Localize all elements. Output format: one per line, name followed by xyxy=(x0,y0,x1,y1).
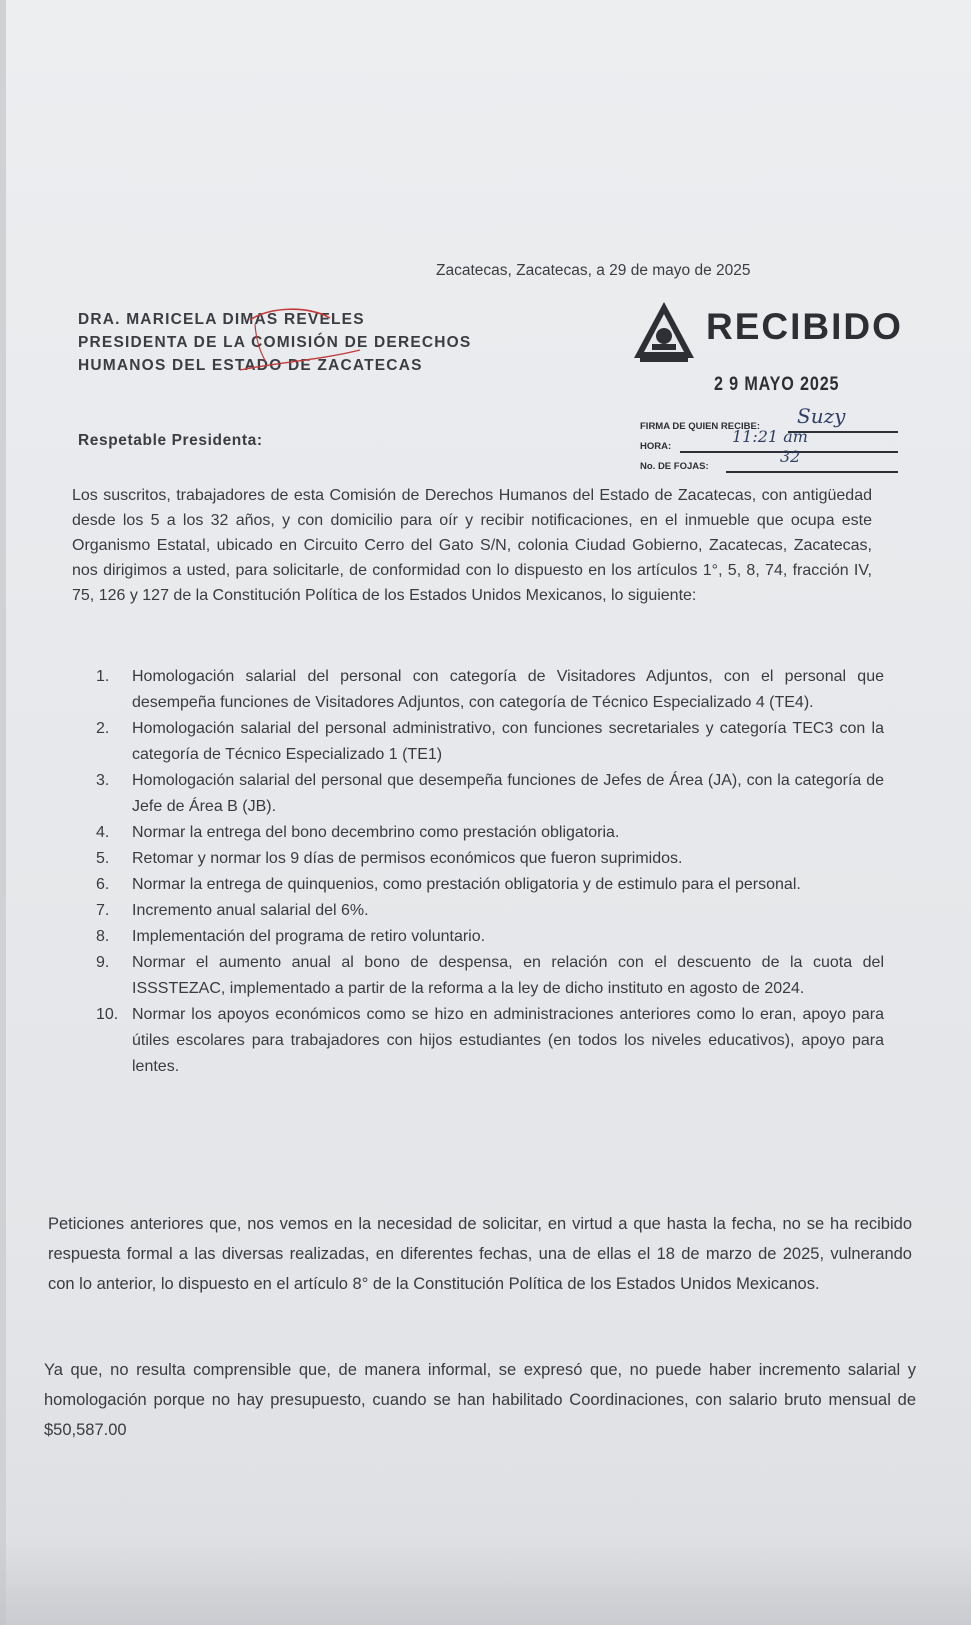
peticiones-paragraph: Peticiones anteriores que, nos vemos en la necesidad de solicitar, en virtud a que hasta la fecha, no se ha recibido respuesta formal a las diversas realizadas, en diferentes fechas, una de ellas el 18 de marzo de 2025, vulnerando con lo anterior, lo dispuesto en el artículo 8° de la Constitución Política de los Estados Unidos Mexicanos. xyxy=(48,1215,912,1293)
list-item-number: 10. xyxy=(96,1006,119,1023)
hora-handwritten: 11:21 am xyxy=(732,427,808,446)
list-item-number: 3. xyxy=(96,772,110,789)
red-pen-mark xyxy=(210,300,370,380)
list-item-text: Homologación salarial del personal que desempeña funciones de Jefes de Área (JA), con la categoría de Jefe de Área B (JB). xyxy=(132,772,884,815)
list-item-number: 4. xyxy=(96,824,110,841)
addressee-organization: HUMANOS DEL ESTADO DE ZACATECAS xyxy=(78,357,423,374)
list-item-number: 7. xyxy=(96,902,110,919)
addressee-name: DRA. MARICELA DIMAS REVELES xyxy=(78,311,365,328)
list-item-number: 8. xyxy=(96,928,110,945)
stamp-date: 2 9 MAYO 2025 xyxy=(714,374,840,395)
list-item-text: Normar la entrega de quinquenios, como prestación obligatoria y de estimulo para el personal. xyxy=(132,876,801,893)
list-item-number: 2. xyxy=(96,720,110,737)
list-item-text: Retomar y normar los 9 días de permisos económicos que fueron suprimidos. xyxy=(132,850,683,867)
fojas-label: No. DE FOJAS: xyxy=(640,461,709,472)
ya-que-paragraph: Ya que, no resulta comprensible que, de manera informal, se expresó que, no puede haber incremento salarial y homologación porque no hay presupuesto, cuando se han habilitado Coordinaciones, con salario bruto mensual de $50,587.00 xyxy=(44,1361,916,1439)
list-item xyxy=(96,1002,884,1080)
list-item-number: 5. xyxy=(96,850,110,867)
list-item xyxy=(96,924,884,950)
list-item xyxy=(96,716,884,768)
stamp-title: RECIBIDO xyxy=(706,306,903,347)
date-line: Zacatecas, Zacatecas, a 29 de mayo de 2025 xyxy=(436,262,751,279)
list-item-text: Normar la entrega del bono decembrino como prestación obligatoria. xyxy=(132,824,620,841)
list-item-number: 9. xyxy=(96,954,110,971)
list-item xyxy=(96,846,884,872)
institution-logo-icon xyxy=(632,300,696,364)
list-item-text: Incremento anual salarial del 6%. xyxy=(132,902,369,919)
list-item-number: 1. xyxy=(96,668,110,685)
fojas-handwritten: 32 xyxy=(780,447,801,466)
hora-label: HORA: xyxy=(640,441,672,452)
list-item xyxy=(96,872,884,898)
firma-label: FIRMA DE QUIEN RECIBE: xyxy=(640,421,760,432)
page-shadow xyxy=(0,1540,971,1625)
list-item-text: Homologación salarial del personal con categoría de Visitadores Adjuntos, con el personal que desempeña funciones de Visitadores Adjuntos, con categoría de Técnico Especializado 4 (TE4). xyxy=(132,668,884,711)
list-item-text: Homologación salarial del personal administrativo, con funciones secretariales y categoría TEC3 con la categoría de Técnico Especializado 1 (TE1) xyxy=(132,720,884,763)
list-item-text: Normar el aumento anual al bono de despensa, en relación con el descuento de la cuota del ISSSTEZAC, implementado a partir de la reforma a la ley de dicho instituto en agosto de 2024. xyxy=(132,954,884,997)
list-item xyxy=(96,664,884,716)
intro-paragraph: Los suscritos, trabajadores de esta Comisión de Derechos Humanos del Estado de Zacatecas, con antigüedad desde los 5 a los 32 años, y con domicilio para oír y recibir notificaciones, en el inmueble que ocupa este Organismo Estatal, ubicado en Circuito Cerro del Gato S/N, colonia Ciudad Gobierno, Zacatecas, Zacatecas, nos dirigimos a usted, para solicitarle, de conformidad con lo dispuesto en los artículos 1°, 5, 8, 74, fracción IV, 75, 126 y 127 de la Constitución Política de los Estados Unidos Mexicanos, lo siguiente: xyxy=(72,487,872,604)
firma-handwritten: Suzy xyxy=(797,404,846,428)
list-item-text: Implementación del programa de retiro voluntario. xyxy=(132,928,486,945)
received-stamp xyxy=(632,300,932,475)
page-edge xyxy=(0,0,6,1625)
list-item-text: Normar los apoyos económicos como se hizo en administraciones anteriores como lo eran, apoyo para útiles escolares para trabajadores con hijos estudiantes (en todos los niveles educativos), apoyo para lentes. xyxy=(132,1006,884,1075)
stamp-row-fojas xyxy=(640,461,709,472)
list-item xyxy=(96,820,884,846)
list-item xyxy=(96,950,884,1002)
requests-list xyxy=(96,664,884,1080)
fojas-rule xyxy=(726,471,898,473)
stamp-row-hora xyxy=(640,441,671,452)
salutation: Respetable Presidenta: xyxy=(78,432,263,449)
list-item-number: 6. xyxy=(96,876,110,893)
list-item xyxy=(96,898,884,924)
addressee-title: PRESIDENTA DE LA COMISIÓN DE DERECHOS xyxy=(78,334,472,351)
list-item xyxy=(96,768,884,820)
